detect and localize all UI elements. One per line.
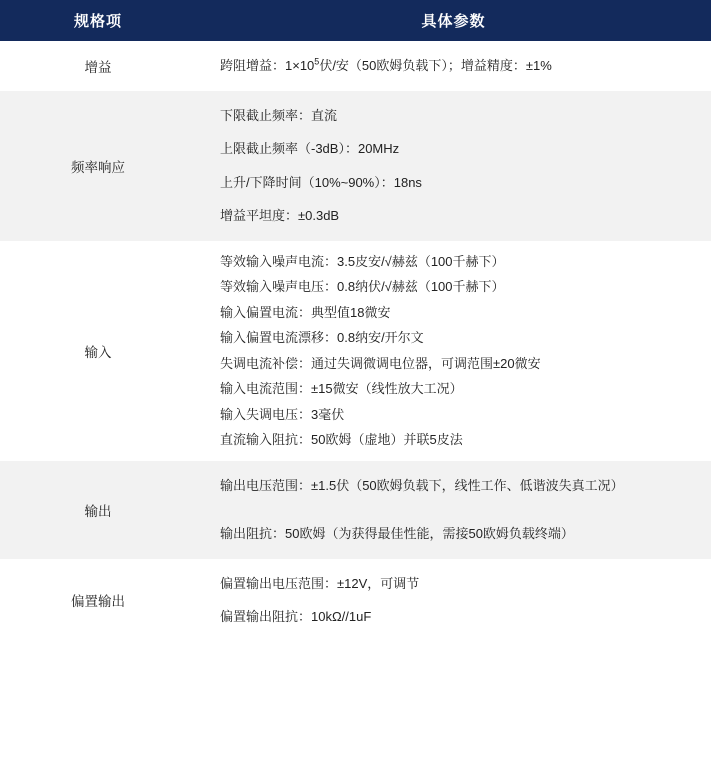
row-param-cell: [196, 91, 711, 241]
param-text-cont: 伏/安（50欧姆负载下）；增益精度：±1%: [319, 58, 552, 73]
param-text: 跨阻增益：1×10: [220, 58, 315, 73]
row-param-cell: [196, 559, 711, 642]
param-line: 输入失调电压：3毫伏: [220, 406, 345, 422]
param-line: 等效输入噪声电压：0.8纳伏/√赫兹（100千赫下）: [220, 279, 505, 294]
table-row: [0, 91, 711, 241]
row-param-cell: [196, 41, 711, 91]
param-line: 上限截止频率（-3dB）：20MHz: [220, 141, 400, 156]
row-item-label: 偏置输出: [0, 559, 196, 642]
param-line: 偏置输出阻抗：10kΩ//1uF: [220, 609, 372, 624]
table-row: [0, 559, 711, 642]
row-item-label: 输入: [0, 241, 196, 461]
param-line: 增益平坦度：±0.3dB: [220, 208, 340, 223]
param-line: 失调电流补偿：通过失调微调电位器，可调范围±20微安: [220, 355, 541, 371]
column-header-item: 规格项: [0, 0, 196, 41]
param-superscript: 5: [314, 56, 320, 67]
param-line: 下限截止频率：直流: [220, 107, 338, 123]
row-item-label: 频率响应: [0, 91, 196, 241]
row-item-label: 增益: [0, 41, 196, 91]
table-row: [0, 241, 711, 461]
row-item-label: 输出: [0, 461, 196, 559]
table-row: [0, 41, 711, 91]
row-param-cell: [196, 461, 711, 559]
param-line: [220, 49, 711, 83]
param-line: 输出电压范围：±1.5伏（50欧姆负载下，线性工作、低谐波失真工况）: [220, 477, 624, 493]
table-row: [0, 461, 711, 559]
param-line: 偏置输出电压范围：±12V，可调节: [220, 575, 420, 591]
param-line: 上升/下降时间（10%~90%）：18ns: [220, 174, 422, 190]
param-line: 输入电流范围：±15微安（线性放大工况）: [220, 381, 463, 396]
table-body: [0, 41, 711, 642]
table-header: [0, 0, 711, 41]
param-line: 输入偏置电流漂移：0.8纳安/开尔文: [220, 330, 424, 345]
param-line: 等效输入噪声电流：3.5皮安/√赫兹（100千赫下）: [220, 253, 505, 269]
column-header-param: 具体参数: [196, 0, 711, 41]
row-param-cell: [196, 241, 711, 461]
table-header-row: [0, 0, 711, 41]
param-line: 输出阻抗：50欧姆（为获得最佳性能，需接50欧姆负载终端）: [220, 526, 574, 541]
param-line: 输入偏置电流：典型值18微安: [220, 304, 391, 320]
param-line: 直流输入阻抗：50欧姆（虚地）并联5皮法: [220, 432, 463, 447]
